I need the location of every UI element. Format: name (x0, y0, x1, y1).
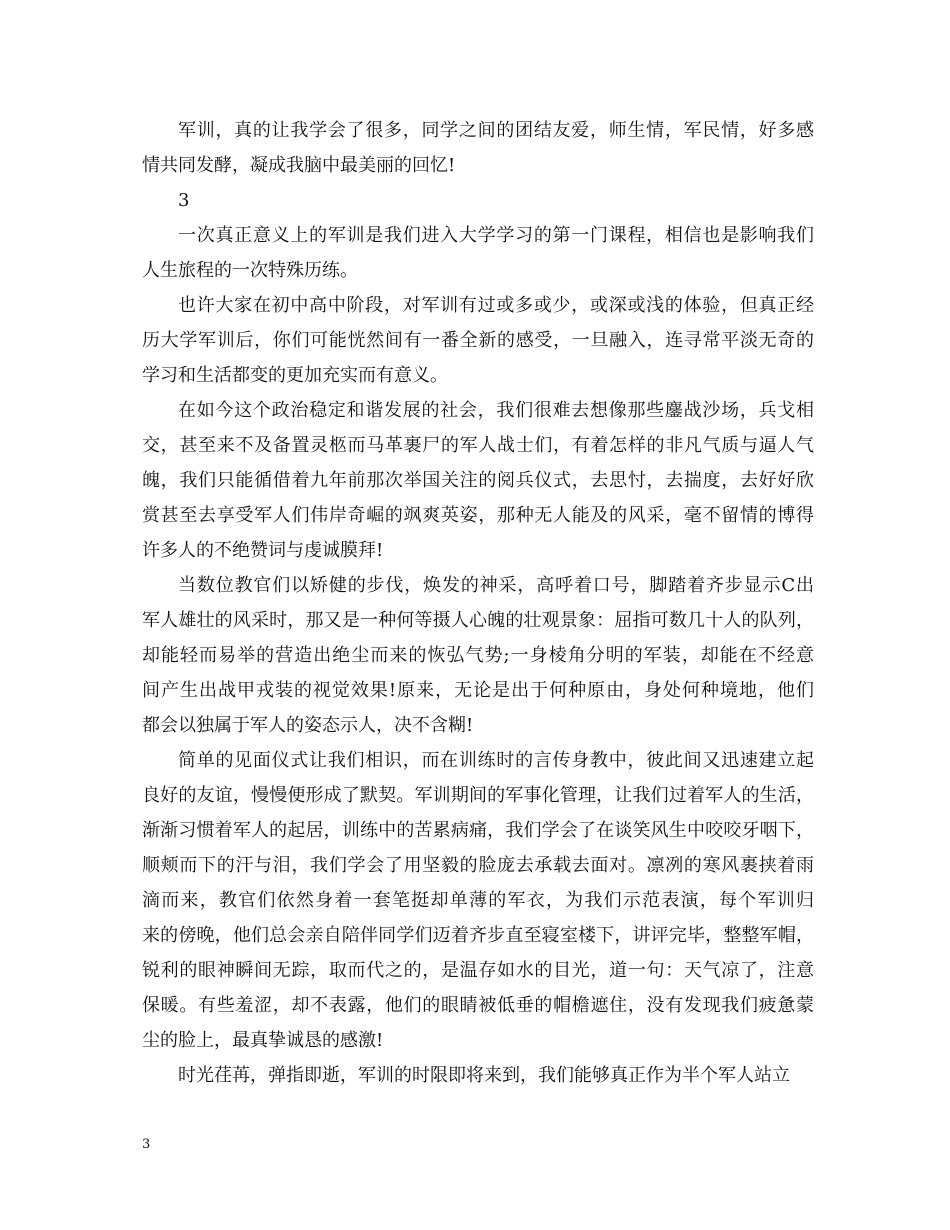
paragraph-line: 时光荏苒，弹指即逝，军训的时限即将来到，我们能够真正作为半个军人站立 (178, 1065, 790, 1086)
paragraph-line: 历大学军训后，你们可能恍然间有一番全新的感受，一旦融入，连寻常平淡无奇的 (142, 330, 814, 351)
paragraph-line: 人生旅程的一次特殊历练。 (142, 260, 358, 281)
paragraph-line: 保暖。有些羞涩，却不表露，他们的眼睛被低垂的帽檐遮住，没有发现我们疲惫蒙 (142, 995, 814, 1016)
document-body (142, 113, 814, 1093)
paragraph-line: 赏甚至去享受军人们伟岸奇崛的飒爽英姿，那种无人能及的风采，毫不留情的博得 (142, 505, 814, 526)
paragraph-line: 当数位教官们以矫健的步伐，焕发的神采，高呼着口号，脚踏着齐步显示C出 (178, 575, 814, 596)
paragraph-line: 情共同发酵，凝成我脑中最美丽的回忆! (142, 155, 456, 176)
paragraph (142, 393, 814, 568)
paragraph-line: 来的傍晚，他们总会亲自陪伴同学们迈着齐步直至寝室楼下，讲评完毕，整整军帽， (142, 925, 814, 946)
paragraph-line: 交，甚至来不及备置灵柩而马革裹尸的军人战士们，有着怎样的非凡气质与逼人气 (142, 435, 814, 456)
paragraph-line: 简单的见面仪式让我们相识，而在训练时的言传身教中，彼此间又迅速建立起 (178, 750, 814, 771)
page-number: 3 (142, 1137, 151, 1152)
paragraph-line: 军训，真的让我学会了很多，同学之间的团结友爱，师生情，军民情，好多感 (178, 120, 814, 141)
paragraph-line: 滴而来，教官们依然身着一套笔挺却单薄的军衣，为我们示范表演，每个军训归 (142, 890, 814, 911)
paragraph-line: 尘的脸上，最真挚诚恳的感激! (142, 1030, 384, 1051)
paragraph-line: 许多人的不绝赞词与虔诚膜拜! (142, 540, 384, 561)
paragraph-line: 也许大家在初中高中阶段，对军训有过或多或少，或深或浅的体验，但真正经 (178, 295, 814, 316)
paragraph-line: 渐渐习惯着军人的起居，训练中的苦累病痛，我们学会了在谈笑风生中咬咬牙咽下， (142, 820, 814, 841)
paragraph (142, 218, 814, 288)
paragraph-line: 锐利的眼神瞬间无踪，取而代之的，是温存如水的目光，道一句：天气凉了，注意 (142, 960, 814, 981)
paragraph-line: 3 (178, 190, 190, 211)
paragraph (142, 288, 814, 393)
paragraph-line: 军人雄壮的风采时，那又是一种何等摄人心魄的壮观景象：屈指可数几十人的队列， (142, 610, 814, 631)
paragraph-line: 却能轻而易举的营造出绝尘而来的恢弘气势;一身棱角分明的军装，却能在不经意 (142, 645, 814, 666)
paragraph-line: 良好的友谊，慢慢便形成了默契。军训期间的军事化管理，让我们过着军人的生活， (142, 785, 814, 806)
paragraph (142, 183, 814, 218)
paragraph-line: 一次真正意义上的军训是我们进入大学学习的第一门课程，相信也是影响我们 (178, 225, 814, 246)
paragraph (142, 568, 814, 743)
paragraph-line: 间产生出战甲戎装的视觉效果!原来，无论是出于何种原由，身处何种境地，他们 (142, 680, 814, 701)
paragraph-line: 魄，我们只能循借着九年前那次举国关注的阅兵仪式，去思忖，去揣度，去好好欣 (142, 470, 814, 491)
paragraph (142, 113, 814, 183)
paragraph (142, 743, 814, 1058)
paragraph-line: 在如今这个政治稳定和谐发展的社会，我们很难去想像那些鏖战沙场，兵戈相 (178, 400, 814, 421)
paragraph-line: 都会以独属于军人的姿态示人，决不含糊! (142, 715, 474, 736)
paragraph-line: 顺颊而下的汗与泪，我们学会了用坚毅的脸庞去承载去面对。凛冽的寒风裹挟着雨 (142, 855, 814, 876)
paragraph (142, 1058, 814, 1093)
paragraph-line: 学习和生活都变的更加充实而有意义。 (142, 365, 448, 386)
